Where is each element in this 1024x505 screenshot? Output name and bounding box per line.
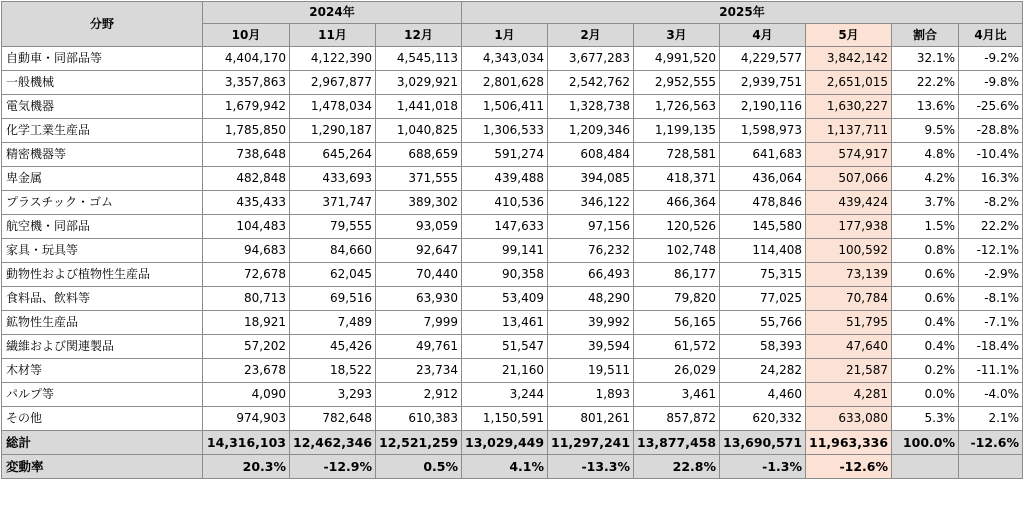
value-cell: 92,647 xyxy=(376,239,462,263)
value-cell: 13,877,458 xyxy=(634,431,720,455)
value-cell: 620,332 xyxy=(720,407,806,431)
value-cell: -1.3% xyxy=(720,455,806,479)
value-cell: 51,547 xyxy=(462,335,548,359)
value-cell: 70,440 xyxy=(376,263,462,287)
value-cell: 1,290,187 xyxy=(290,119,376,143)
value-cell: 75,315 xyxy=(720,263,806,287)
value-cell: 1,506,411 xyxy=(462,95,548,119)
value-cell: 1,630,227 xyxy=(806,95,892,119)
vs-april-cell: -7.1% xyxy=(959,311,1023,335)
value-cell: 2,967,877 xyxy=(290,71,376,95)
share-cell: 0.6% xyxy=(892,287,959,311)
category-name: パルプ等 xyxy=(2,383,203,407)
value-cell: 0.5% xyxy=(376,455,462,479)
vs-april-cell: -12.1% xyxy=(959,239,1023,263)
value-cell: 3,461 xyxy=(634,383,720,407)
value-cell: 1,679,942 xyxy=(203,95,290,119)
year-2024-header: 2024年 xyxy=(203,2,462,24)
value-cell: 20.3% xyxy=(203,455,290,479)
value-cell: 100,592 xyxy=(806,239,892,263)
value-cell: 688,659 xyxy=(376,143,462,167)
category-name: 家具・玩具等 xyxy=(2,239,203,263)
month-header: 11月 xyxy=(290,24,376,47)
value-cell: 18,921 xyxy=(203,311,290,335)
value-cell: 4,281 xyxy=(806,383,892,407)
value-cell: 1,328,738 xyxy=(548,95,634,119)
value-cell: 23,734 xyxy=(376,359,462,383)
value-cell: 974,903 xyxy=(203,407,290,431)
value-cell: 66,493 xyxy=(548,263,634,287)
category-name: 動物性および植物性生産品 xyxy=(2,263,203,287)
vs-april-cell: 2.1% xyxy=(959,407,1023,431)
trade-table xyxy=(1,1,1023,479)
category-name: 自動車・同部品等 xyxy=(2,47,203,71)
value-cell: 1,040,825 xyxy=(376,119,462,143)
value-cell: 346,122 xyxy=(548,191,634,215)
value-cell: 39,992 xyxy=(548,311,634,335)
value-cell: 104,483 xyxy=(203,215,290,239)
value-cell: 79,820 xyxy=(634,287,720,311)
value-cell: 102,748 xyxy=(634,239,720,263)
share-cell xyxy=(892,455,959,479)
value-cell: 90,358 xyxy=(462,263,548,287)
value-cell: 4,090 xyxy=(203,383,290,407)
value-cell: 389,302 xyxy=(376,191,462,215)
value-cell: 1,209,346 xyxy=(548,119,634,143)
value-cell: 466,364 xyxy=(634,191,720,215)
share-cell: 0.4% xyxy=(892,311,959,335)
value-cell: 857,872 xyxy=(634,407,720,431)
value-cell: 478,846 xyxy=(720,191,806,215)
vs-april-cell: -4.0% xyxy=(959,383,1023,407)
value-cell: 3,029,921 xyxy=(376,71,462,95)
category-name: 繊維および関連製品 xyxy=(2,335,203,359)
value-cell: 55,766 xyxy=(720,311,806,335)
value-cell: 47,640 xyxy=(806,335,892,359)
value-cell: 61,572 xyxy=(634,335,720,359)
vs-april-cell: 22.2% xyxy=(959,215,1023,239)
category-name: 化学工業生産品 xyxy=(2,119,203,143)
value-cell: 782,648 xyxy=(290,407,376,431)
value-cell: 77,025 xyxy=(720,287,806,311)
vs-april-cell: 16.3% xyxy=(959,167,1023,191)
table-row xyxy=(2,71,1023,95)
category-name: 精密機器等 xyxy=(2,143,203,167)
vs-april-cell: -28.8% xyxy=(959,119,1023,143)
category-name: プラスチック・ゴム xyxy=(2,191,203,215)
value-cell: 1,441,018 xyxy=(376,95,462,119)
value-cell: 3,357,863 xyxy=(203,71,290,95)
share-cell: 4.8% xyxy=(892,143,959,167)
value-cell: 507,066 xyxy=(806,167,892,191)
share-cell: 3.7% xyxy=(892,191,959,215)
value-cell: 48,290 xyxy=(548,287,634,311)
value-cell: 4,229,577 xyxy=(720,47,806,71)
value-cell: 45,426 xyxy=(290,335,376,359)
value-cell: 1,893 xyxy=(548,383,634,407)
value-cell: 1,199,135 xyxy=(634,119,720,143)
value-cell: 177,938 xyxy=(806,215,892,239)
category-name: 鉱物性生産品 xyxy=(2,311,203,335)
vs-april-cell: -10.4% xyxy=(959,143,1023,167)
value-cell: 2,542,762 xyxy=(548,71,634,95)
value-cell: 13,029,449 xyxy=(462,431,548,455)
value-cell: 94,683 xyxy=(203,239,290,263)
vs-april-cell xyxy=(959,455,1023,479)
value-cell: 70,784 xyxy=(806,287,892,311)
category-name: 電気機器 xyxy=(2,95,203,119)
month-header: 3月 xyxy=(634,24,720,47)
value-cell: 84,660 xyxy=(290,239,376,263)
value-cell: 72,678 xyxy=(203,263,290,287)
table-row xyxy=(2,215,1023,239)
value-cell: 4.1% xyxy=(462,455,548,479)
value-cell: 2,952,555 xyxy=(634,71,720,95)
value-cell: 147,633 xyxy=(462,215,548,239)
value-cell: 394,085 xyxy=(548,167,634,191)
share-cell: 0.4% xyxy=(892,335,959,359)
share-cell: 0.0% xyxy=(892,383,959,407)
value-cell: 435,433 xyxy=(203,191,290,215)
value-cell: 57,202 xyxy=(203,335,290,359)
value-cell: 19,511 xyxy=(548,359,634,383)
share-cell: 5.3% xyxy=(892,407,959,431)
year-header-row xyxy=(2,2,1023,24)
value-cell: 4,404,170 xyxy=(203,47,290,71)
table-row xyxy=(2,287,1023,311)
category-name: 変動率 xyxy=(2,455,203,479)
table-row xyxy=(2,335,1023,359)
value-cell: 63,930 xyxy=(376,287,462,311)
value-cell: 418,371 xyxy=(634,167,720,191)
value-cell: 371,747 xyxy=(290,191,376,215)
value-cell: 12,521,259 xyxy=(376,431,462,455)
value-cell: 4,460 xyxy=(720,383,806,407)
value-cell: 371,555 xyxy=(376,167,462,191)
value-cell: 99,141 xyxy=(462,239,548,263)
month-header: 12月 xyxy=(376,24,462,47)
value-cell: 633,080 xyxy=(806,407,892,431)
share-cell: 32.1% xyxy=(892,47,959,71)
value-cell: 14,316,103 xyxy=(203,431,290,455)
value-cell: 738,648 xyxy=(203,143,290,167)
category-name: 一般機械 xyxy=(2,71,203,95)
table-row xyxy=(2,119,1023,143)
share-cell: 13.6% xyxy=(892,95,959,119)
value-cell: 591,274 xyxy=(462,143,548,167)
value-cell: 12,462,346 xyxy=(290,431,376,455)
value-cell: 1,306,533 xyxy=(462,119,548,143)
share-cell: 0.2% xyxy=(892,359,959,383)
value-cell: 3,293 xyxy=(290,383,376,407)
vs-april-cell: -8.1% xyxy=(959,287,1023,311)
value-cell: 4,545,113 xyxy=(376,47,462,71)
vs-april-cell: -12.6% xyxy=(959,431,1023,455)
value-cell: 22.8% xyxy=(634,455,720,479)
value-cell: 49,761 xyxy=(376,335,462,359)
vs-april-header: 4月比 xyxy=(959,24,1023,47)
value-cell: 7,489 xyxy=(290,311,376,335)
value-cell: 645,264 xyxy=(290,143,376,167)
month-header: 4月 xyxy=(720,24,806,47)
category-name: 木材等 xyxy=(2,359,203,383)
vs-april-cell: -2.9% xyxy=(959,263,1023,287)
value-cell: 11,297,241 xyxy=(548,431,634,455)
value-cell: 97,156 xyxy=(548,215,634,239)
value-cell: 93,059 xyxy=(376,215,462,239)
value-cell: 62,045 xyxy=(290,263,376,287)
table-row xyxy=(2,311,1023,335)
share-cell: 4.2% xyxy=(892,167,959,191)
value-cell: 4,991,520 xyxy=(634,47,720,71)
value-cell: 39,594 xyxy=(548,335,634,359)
value-cell: 79,555 xyxy=(290,215,376,239)
category-name: その他 xyxy=(2,407,203,431)
year-2025-header: 2025年 xyxy=(462,2,1023,24)
category-name: 航空機・同部品 xyxy=(2,215,203,239)
value-cell: 2,912 xyxy=(376,383,462,407)
table-row xyxy=(2,95,1023,119)
value-cell: 608,484 xyxy=(548,143,634,167)
value-cell: 4,122,390 xyxy=(290,47,376,71)
value-cell: 120,526 xyxy=(634,215,720,239)
value-cell: 574,917 xyxy=(806,143,892,167)
table-row xyxy=(2,47,1023,71)
value-cell: 11,963,336 xyxy=(806,431,892,455)
table-row xyxy=(2,359,1023,383)
value-cell: 80,713 xyxy=(203,287,290,311)
value-cell: 436,064 xyxy=(720,167,806,191)
change-rate-row xyxy=(2,455,1023,479)
value-cell: -12.9% xyxy=(290,455,376,479)
value-cell: 23,678 xyxy=(203,359,290,383)
value-cell: 2,651,015 xyxy=(806,71,892,95)
vs-april-cell: -9.2% xyxy=(959,47,1023,71)
share-cell: 0.6% xyxy=(892,263,959,287)
table-row xyxy=(2,143,1023,167)
value-cell: 73,139 xyxy=(806,263,892,287)
value-cell: 439,424 xyxy=(806,191,892,215)
category-name: 卑金属 xyxy=(2,167,203,191)
value-cell: 1,726,563 xyxy=(634,95,720,119)
value-cell: 728,581 xyxy=(634,143,720,167)
total-row xyxy=(2,431,1023,455)
share-cell: 9.5% xyxy=(892,119,959,143)
value-cell: 7,999 xyxy=(376,311,462,335)
table-row xyxy=(2,191,1023,215)
value-cell: 641,683 xyxy=(720,143,806,167)
table-body xyxy=(2,47,1023,479)
value-cell: 2,801,628 xyxy=(462,71,548,95)
value-cell: 13,690,571 xyxy=(720,431,806,455)
value-cell: 1,150,591 xyxy=(462,407,548,431)
category-name: 食料品、飲料等 xyxy=(2,287,203,311)
vs-april-cell: -8.2% xyxy=(959,191,1023,215)
value-cell: 801,261 xyxy=(548,407,634,431)
value-cell: 3,244 xyxy=(462,383,548,407)
value-cell: 58,393 xyxy=(720,335,806,359)
value-cell: 114,408 xyxy=(720,239,806,263)
value-cell: 24,282 xyxy=(720,359,806,383)
month-header: 2月 xyxy=(548,24,634,47)
value-cell: 2,190,116 xyxy=(720,95,806,119)
vs-april-cell: -18.4% xyxy=(959,335,1023,359)
value-cell: 2,939,751 xyxy=(720,71,806,95)
value-cell: 410,536 xyxy=(462,191,548,215)
value-cell: 18,522 xyxy=(290,359,376,383)
value-cell: 433,693 xyxy=(290,167,376,191)
value-cell: 439,488 xyxy=(462,167,548,191)
value-cell: 86,177 xyxy=(634,263,720,287)
value-cell: 76,232 xyxy=(548,239,634,263)
value-cell: 26,029 xyxy=(634,359,720,383)
share-cell: 0.8% xyxy=(892,239,959,263)
value-cell: 21,587 xyxy=(806,359,892,383)
value-cell: 1,478,034 xyxy=(290,95,376,119)
value-cell: 1,598,973 xyxy=(720,119,806,143)
share-cell: 100.0% xyxy=(892,431,959,455)
table-row xyxy=(2,407,1023,431)
value-cell: 4,343,034 xyxy=(462,47,548,71)
value-cell: 69,516 xyxy=(290,287,376,311)
category-name: 総計 xyxy=(2,431,203,455)
table-row xyxy=(2,383,1023,407)
category-header: 分野 xyxy=(2,2,203,47)
value-cell: 51,795 xyxy=(806,311,892,335)
value-cell: 3,677,283 xyxy=(548,47,634,71)
value-cell: 1,785,850 xyxy=(203,119,290,143)
vs-april-cell: -25.6% xyxy=(959,95,1023,119)
value-cell: 53,409 xyxy=(462,287,548,311)
value-cell: 3,842,142 xyxy=(806,47,892,71)
value-cell: -13.3% xyxy=(548,455,634,479)
table-row xyxy=(2,239,1023,263)
share-cell: 22.2% xyxy=(892,71,959,95)
table-row xyxy=(2,167,1023,191)
value-cell: 482,848 xyxy=(203,167,290,191)
table-row xyxy=(2,263,1023,287)
value-cell: -12.6% xyxy=(806,455,892,479)
value-cell: 13,461 xyxy=(462,311,548,335)
share-header: 割合 xyxy=(892,24,959,47)
month-header: 1月 xyxy=(462,24,548,47)
share-cell: 1.5% xyxy=(892,215,959,239)
vs-april-cell: -11.1% xyxy=(959,359,1023,383)
month-header-highlighted: 5月 xyxy=(806,24,892,47)
value-cell: 21,160 xyxy=(462,359,548,383)
value-cell: 610,383 xyxy=(376,407,462,431)
vs-april-cell: -9.8% xyxy=(959,71,1023,95)
month-header: 10月 xyxy=(203,24,290,47)
value-cell: 145,580 xyxy=(720,215,806,239)
value-cell: 1,137,711 xyxy=(806,119,892,143)
value-cell: 56,165 xyxy=(634,311,720,335)
